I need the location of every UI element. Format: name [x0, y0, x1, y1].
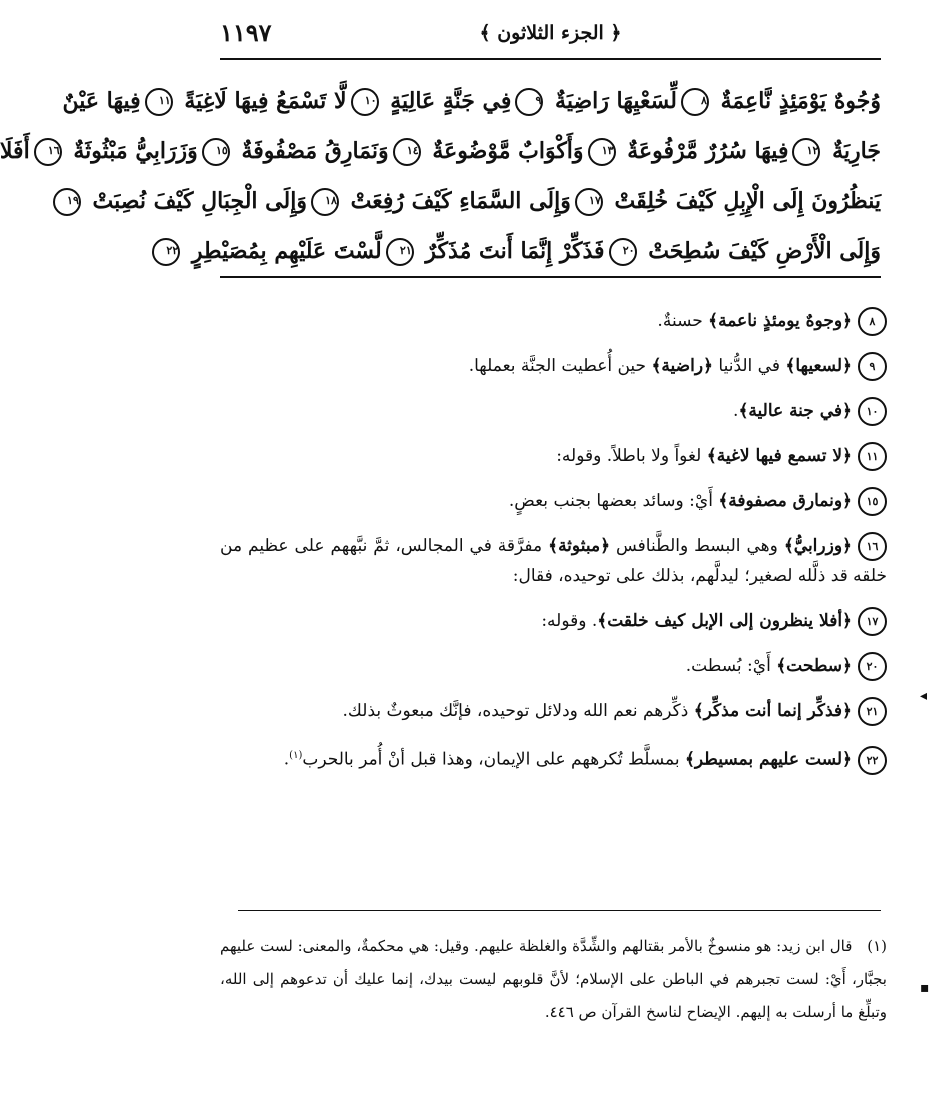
verse-text: فَذَكِّرْ إِنَّمَا أَنتَ مُذَكِّرٌ: [425, 238, 605, 264]
part-title: ﴿ الجزء الثلاثون ﴾: [479, 22, 622, 44]
verse-text: وَزَرَابِيُّ مَبْثُوثَةٌ: [73, 138, 198, 164]
verse-number-badge: ٢٠: [858, 652, 887, 681]
verse-number-badge: ١٠: [858, 397, 887, 426]
footnote: [220, 930, 887, 1029]
commentary-text: . وقوله:: [541, 611, 598, 631]
verse-text: جَارِيَةٌ: [832, 138, 881, 164]
commentary-text: حسنةٌ.: [657, 311, 709, 331]
commentary-text: في الدُّنيا: [713, 356, 786, 376]
quoted-verse: ﴿لست عليهم بمسيطر﴾: [684, 749, 852, 770]
quoted-verse: ﴿فذكِّر إنما أنت مذكِّر﴾: [693, 701, 852, 721]
verse-number-badge: ٢٢: [858, 746, 887, 775]
footnote-text: قال ابن زيد: هو منسوخٌ بالأمر بقتالهم والشِّدَّة والغلظة عليهم. وقيل: هي محكمةٌ، والمعنى: لست عليهم بجبَّار، أَيْ: لست تجبرهم في الباطن على الإسلام؛ لأنَّ قلوبهم ليست بيدك، إنما عليك أن تدعوهم إلى الله، وتبلِّغ ما أرسلت به إليهم. الإيضاح لناسخ القرآن ص ٤٤٦.: [220, 937, 887, 1021]
ayah-number-marker: ٢١: [386, 238, 414, 266]
footnote-reference: (١): [289, 750, 303, 761]
quoted-verse: ﴿ونمارق مصفوفة﴾: [718, 491, 852, 511]
verse-text: لِّسَعْيِهَا رَاضِيَةٌ: [555, 88, 677, 114]
commentary-text: لغواً ولا باطلاً. وقوله:: [556, 446, 707, 466]
verse-text: فِي جَنَّةٍ عَالِيَةٍ: [390, 88, 512, 114]
verse-text: لَّسْتَ عَلَيْهِم بِمُصَيْطِرٍ: [191, 238, 382, 264]
verse-number-badge: ١٥: [858, 487, 887, 516]
quoted-verse: ﴿سطحت﴾: [776, 656, 852, 676]
verse-text: وَإِلَى الْجِبَالِ كَيْفَ نُصِبَتْ: [92, 188, 307, 214]
commentary-text: وهي البسط والطَّنافس: [610, 536, 784, 556]
page-number: ١١٩٧: [220, 18, 272, 47]
verse-text: وَأَكْوَابٌ مَّوْضُوعَةٌ: [432, 138, 584, 164]
verse-number-badge: ١١: [858, 442, 887, 471]
commentary-text: بمسلَّط تُكرههم على الإيمان، وهذا قبل أنْ أُمر بالحرب: [302, 749, 685, 770]
margin-mark: ◂: [920, 688, 928, 704]
commentary-text: ذكِّرهم نعم الله ودلائل توحيده، فإنَّك مبعوثٌ بذلك.: [342, 701, 694, 721]
page-header: [220, 18, 881, 60]
quoted-verse: ﴿راضية﴾: [651, 356, 713, 376]
section-divider: [220, 276, 881, 278]
quran-text-block: [0, 76, 881, 272]
ayah-number-marker: ١٤: [393, 138, 421, 166]
quoted-verse: ﴿أفلا ينظرون إلى الإبل كيف خلقت﴾: [597, 611, 852, 631]
verse-text: يَنظُرُونَ إِلَى الْإِبِلِ كَيْفَ خُلِقَتْ: [614, 188, 881, 214]
quran-line: [0, 126, 881, 176]
quran-line: [67, 176, 881, 226]
tafsir-entry: [220, 531, 887, 591]
footnote-marker: (١): [867, 937, 887, 955]
verse-text: وَإِلَى السَّمَاءِ كَيْفَ رُفِعَتْ: [350, 188, 571, 214]
ayah-number-marker: ١٢: [792, 138, 820, 166]
quoted-verse: ﴿لا تسمع فيها لاغية﴾: [706, 446, 852, 466]
footnote-divider: [238, 910, 881, 911]
ayah-number-marker: ١٣: [588, 138, 616, 166]
verse-text: فِيهَا سُرُرٌ مَّرْفُوعَةٌ: [627, 138, 789, 164]
tafsir-entry: [220, 306, 887, 336]
tafsir-entry: [220, 396, 887, 426]
verse-number-badge: ٢١: [858, 697, 887, 726]
verse-text: أَفَلَا: [0, 138, 30, 164]
tafsir-entry: [220, 741, 887, 775]
ayah-number-marker: ١٨: [311, 188, 339, 216]
verse-number-badge: ١٧: [858, 607, 887, 636]
quran-line: [166, 226, 881, 276]
verse-text: لَّا تَسْمَعُ فِيهَا لَاغِيَةً: [184, 88, 347, 114]
ayah-number-marker: ١٩: [53, 188, 81, 216]
verse-number-badge: ٩: [858, 352, 887, 381]
quoted-verse: ﴿وزرابيُّ﴾: [783, 536, 852, 556]
verse-text: فِيهَا عَيْنٌ: [62, 88, 141, 114]
verse-text: وَإِلَى الْأَرْضِ كَيْفَ سُطِحَتْ: [648, 238, 881, 264]
commentary-text: .: [733, 401, 739, 421]
tafsir-commentary: [220, 306, 887, 790]
commentary-text: حين أُعطيت الجنَّة بعملها.: [468, 356, 652, 376]
tafsir-entry: [220, 486, 887, 516]
commentary-text: أَيْ: وسائد بعضها بجنب بعضٍ.: [508, 491, 719, 511]
ayah-number-marker: ١٦: [34, 138, 62, 166]
tafsir-entry: [220, 696, 887, 726]
verse-number-badge: ١٦: [858, 532, 887, 561]
quoted-verse: ﴿في جنة عالية﴾: [738, 401, 852, 421]
ayah-number-marker: ٢٠: [609, 238, 637, 266]
quoted-verse: ﴿مبثوثة﴾: [548, 536, 611, 556]
tafsir-entry: [220, 651, 887, 681]
verse-text: وَنَمَارِقُ مَصْفُوفَةٌ: [241, 138, 389, 164]
commentary-text: مفرَّقة في المجالس، ثمَّ نبَّههم على عظيم من خلقه قد ذلَّله لصغير؛ ليدلَّهم، بذلك على توحيده، فقال:: [220, 536, 887, 586]
margin-mark: ▪: [920, 980, 930, 996]
ayah-number-marker: ١٠: [351, 88, 379, 116]
commentary-text: .: [283, 749, 290, 770]
tafsir-entry: [220, 606, 887, 636]
ayah-number-marker: ٨: [681, 88, 709, 116]
commentary-text: أَيْ: بُسطت.: [685, 656, 777, 676]
ayah-number-marker: ٢٢: [152, 238, 180, 266]
quran-line: [62, 76, 881, 126]
verse-number-badge: ٨: [858, 307, 887, 336]
tafsir-entry: [220, 441, 887, 471]
ayah-number-marker: ٩: [515, 88, 543, 116]
quoted-verse: ﴿وجوهٌ يومئذٍ ناعمة﴾: [708, 311, 852, 331]
ayah-number-marker: ١٧: [575, 188, 603, 216]
verse-text: وُجُوهٌ يَوْمَئِذٍ نَّاعِمَةٌ: [720, 88, 881, 114]
ayah-number-marker: ١١: [145, 88, 173, 116]
quoted-verse: ﴿لسعيها﴾: [785, 356, 852, 376]
ayah-number-marker: ١٥: [202, 138, 230, 166]
tafsir-entry: [220, 351, 887, 381]
